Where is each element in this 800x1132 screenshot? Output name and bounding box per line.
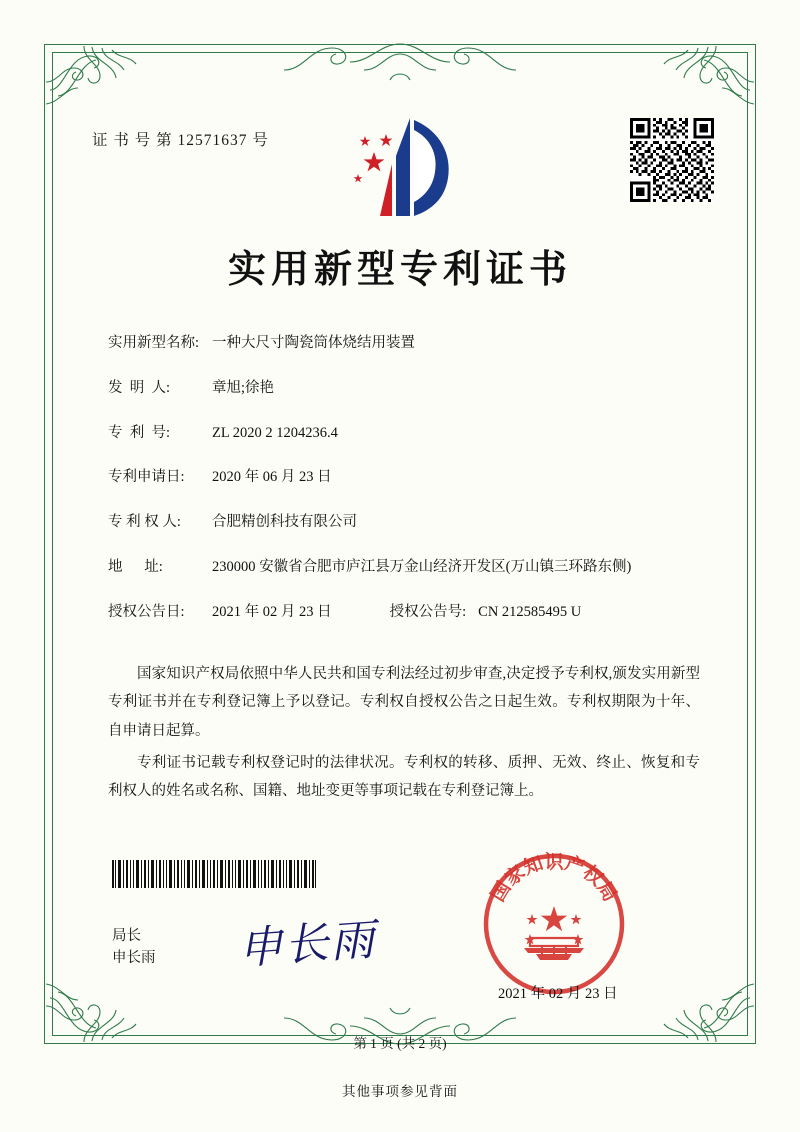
field-row [108,467,708,489]
paragraph: 专利证书记载专利权登记时的法律状况。专利权的转移、质押、无效、终止、恢复和专利权人的姓名或名称、国籍、地址变更等事项记载在专利登记簿上。 [108,754,700,800]
edge-ornament-top-center [280,40,520,86]
corner-ornament-top-left [44,44,154,124]
field-value: ZL 2020 2 1204236.4 [212,424,338,441]
field-label: 发 明 人: [108,379,171,396]
handwritten-signature: 申长雨 [236,914,378,975]
field-row [108,333,708,355]
seal-date: 2021 年 02 月 23 日 [498,986,618,1002]
fields-list [108,333,708,646]
announcement-number-label: 授权公告号: [389,603,467,620]
field-value: 2020 年 06 月 23 日 [212,469,332,486]
legal-paragraphs [108,660,700,809]
announcement-number-value: CN 212585495 U [478,603,582,620]
field-row-announcement [108,602,708,624]
certificate-number: 证 书 号 第 12571637 号 [92,132,269,149]
field-value: 合肥精创科技有限公司 [212,514,357,530]
field-row [108,512,708,534]
back-page-note: 其他事项参见背面 [342,1084,458,1099]
field-value: 230000 安徽省合肥市庐江县万金山经济开发区(万山镇三环路东侧) [212,558,632,575]
field-label: 实用新型名称: [108,335,200,351]
field-label: 专 利 号: [108,424,171,441]
field-row [108,423,708,445]
field-value: 一种大尺寸陶瓷筒体烧结用装置 [212,335,415,351]
cnipa-logo-icon [352,112,462,222]
field-value: 章旭;徐艳 [212,379,275,396]
corner-ornament-top-right [646,44,756,124]
signature-name: 申长雨 [112,950,156,967]
field-row [108,378,708,400]
seal-top-text: 国家知识产权局 [486,851,622,906]
field-label: 专利申请日: [108,469,185,486]
announcement-date-label: 授权公告日: [108,603,185,620]
signature-block [112,925,156,970]
official-seal [478,848,630,1000]
announcement-date-value: 2021 年 02 月 23 日 [212,603,332,620]
barcode [112,860,317,888]
signature-title: 局长 [112,928,141,944]
qr-code [630,118,714,202]
paragraph: 国家知识产权局依照中华人民共和国专利法经过初步审查,决定授予专利权,颁发实用新型专利证书并在专利登记簿上予以登记。专利权自授权公告之日起生效。专利权期限为十年、自申请日起算。 [108,666,700,739]
page-title: 实用新型专利证书 [227,246,572,291]
field-label: 专 利 权 人: [108,514,181,530]
field-label: 地 址: [108,558,163,575]
svg-text:国家知识产权局 [487,850,621,905]
page-number: 第 1 页 (共 2 页) [353,1036,447,1051]
field-row-address [108,557,708,579]
